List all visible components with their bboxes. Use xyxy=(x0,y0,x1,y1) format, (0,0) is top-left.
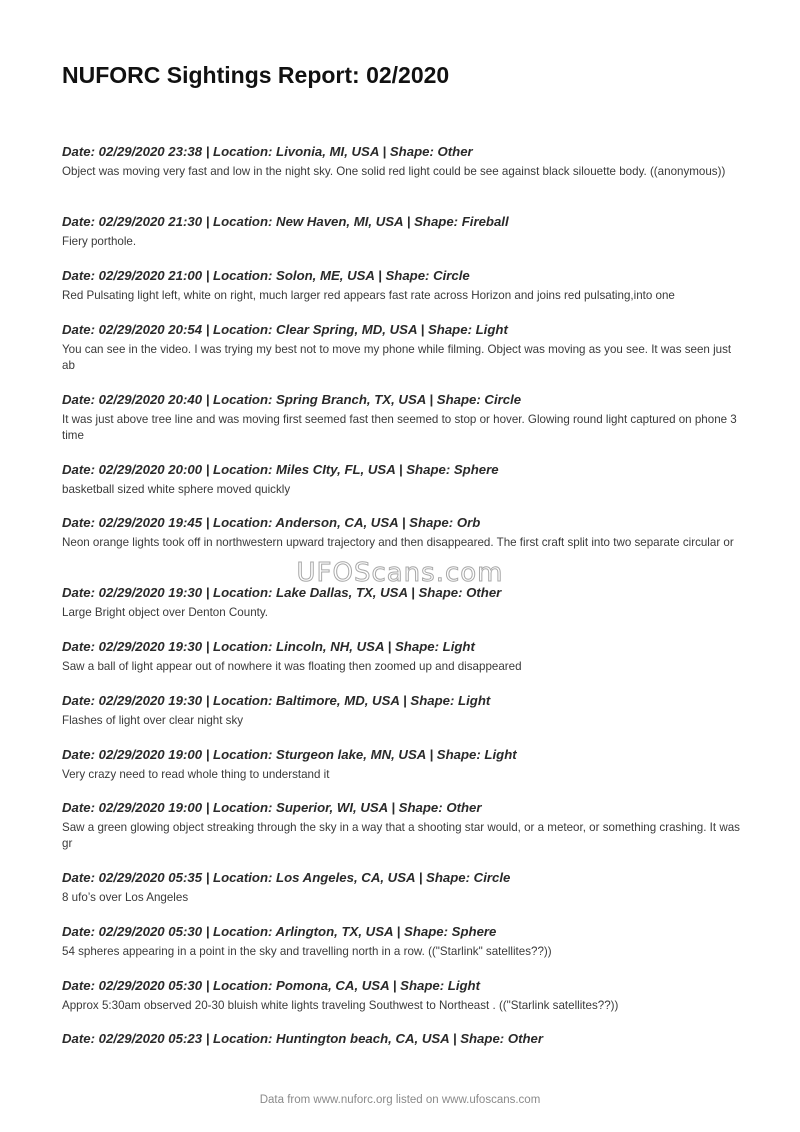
report-item xyxy=(62,321,742,391)
report-description: You can see in the video. I was trying my best not to move my phone while filming. Object was moving as you see. It was seen just ab xyxy=(62,342,732,372)
report-header: Date: 02/29/2020 05:35 | Location: Los Angeles, CA, USA | Shape: Circle xyxy=(62,870,511,885)
report-description: Saw a green glowing object streaking through the sky in a way that a shooting star would, or a meteor, or something crashing. It was gr xyxy=(62,821,740,850)
report-item xyxy=(62,692,742,746)
report-description: Fiery porthole. xyxy=(62,235,137,248)
report-item xyxy=(62,461,742,515)
report-description: It was just above tree line and was moving first seemed fast then seemed to stop or hover. Glowing round light captured on phone 3 time xyxy=(62,412,737,442)
report-header: Date: 02/29/2020 19:00 | Location: Sturgeon lake, MN, USA | Shape: Light xyxy=(62,746,517,762)
report-item xyxy=(62,923,742,977)
report-item xyxy=(62,1030,742,1060)
report-description: Saw a ball of light appear out of nowhere it was floating then zoomed up and disappeared xyxy=(62,660,522,673)
report-header: Date: 02/29/2020 23:38 | Location: Livonia, MI, USA | Shape: Other xyxy=(62,144,473,159)
footer-credit: Data from www.nuforc.org listed on www.ufoscans.com xyxy=(259,1094,541,1106)
report-header: Date: 02/29/2020 19:30 | Location: Lincoln, NH, USA | Shape: Light xyxy=(62,639,475,654)
report-item xyxy=(62,746,742,800)
report-item xyxy=(62,213,742,267)
report-description: Neon orange lights took off in northwestern upward trajectory and then disappeared. The first craft split into two separate circular or xyxy=(62,536,734,549)
report-item xyxy=(62,584,742,638)
report-description: basketball sized white sphere moved quickly xyxy=(62,482,291,496)
report-item xyxy=(62,977,742,1031)
report-description: Approx 5:30am observed 20-30 bluish white lights traveling Southwest to Northeast . (("Starlink satellites??)) xyxy=(62,998,619,1012)
report-item xyxy=(62,638,742,692)
report-header: Date: 02/29/2020 19:30 | Location: Baltimore, MD, USA | Shape: Light xyxy=(62,692,491,708)
report-item xyxy=(62,267,742,321)
report-header: Date: 02/29/2020 19:00 | Location: Superior, WI, USA | Shape: Other xyxy=(62,800,482,815)
report-header: Date: 02/29/2020 19:30 | Location: Lake Dallas, TX, USA | Shape: Other xyxy=(62,585,502,600)
report-description: 8 ufo’s over Los Angeles xyxy=(62,891,189,904)
report-item xyxy=(62,869,742,923)
report-description: 54 spheres appearing in a point in the sky and travelling north in a row. (("Starlink" satellites??)) xyxy=(62,944,552,958)
report-list xyxy=(62,143,742,1060)
report-description: Object was moving very fast and low in the night sky. One solid red light could be see against black silouette body. ((anonymous)) xyxy=(62,165,726,178)
report-header: Date: 02/29/2020 20:54 | Location: Clear Spring, MD, USA | Shape: Light xyxy=(62,321,508,337)
report-header: Date: 02/29/2020 21:30 | Location: New Haven, MI, USA | Shape: Fireball xyxy=(62,214,509,229)
report-description: Flashes of light over clear night sky xyxy=(62,713,244,727)
report-description: Large Bright object over Denton County. xyxy=(62,606,269,619)
report-item xyxy=(62,391,742,461)
report-header: Date: 02/29/2020 05:30 | Location: Pomona, CA, USA | Shape: Light xyxy=(62,977,481,993)
report-item xyxy=(62,143,742,213)
report-header: Date: 02/29/2020 20:00 | Location: Miles CIty, FL, USA | Shape: Sphere xyxy=(62,461,499,477)
page-title: NUFORC Sightings Report: 02/2020 xyxy=(62,62,450,88)
report-header: Date: 02/29/2020 19:45 | Location: Anderson, CA, USA | Shape: Orb xyxy=(62,515,481,530)
report-description: Red Pulsating light left, white on right, much larger red appears fast rate across Horizon and joins red pulsating,into one xyxy=(62,288,675,302)
watermark: UFOScans.com xyxy=(296,558,504,588)
report-header: Date: 02/29/2020 05:30 | Location: Arlington, TX, USA | Shape: Sphere xyxy=(62,923,497,939)
report-header: Date: 02/29/2020 05:23 | Location: Huntington beach, CA, USA | Shape: Other xyxy=(62,1031,544,1046)
report-description: Very crazy need to read whole thing to understand it xyxy=(62,767,330,781)
report-header: Date: 02/29/2020 20:40 | Location: Spring Branch, TX, USA | Shape: Circle xyxy=(62,391,522,407)
report-item xyxy=(62,799,742,869)
report-header: Date: 02/29/2020 21:00 | Location: Solon, ME, USA | Shape: Circle xyxy=(62,267,470,283)
